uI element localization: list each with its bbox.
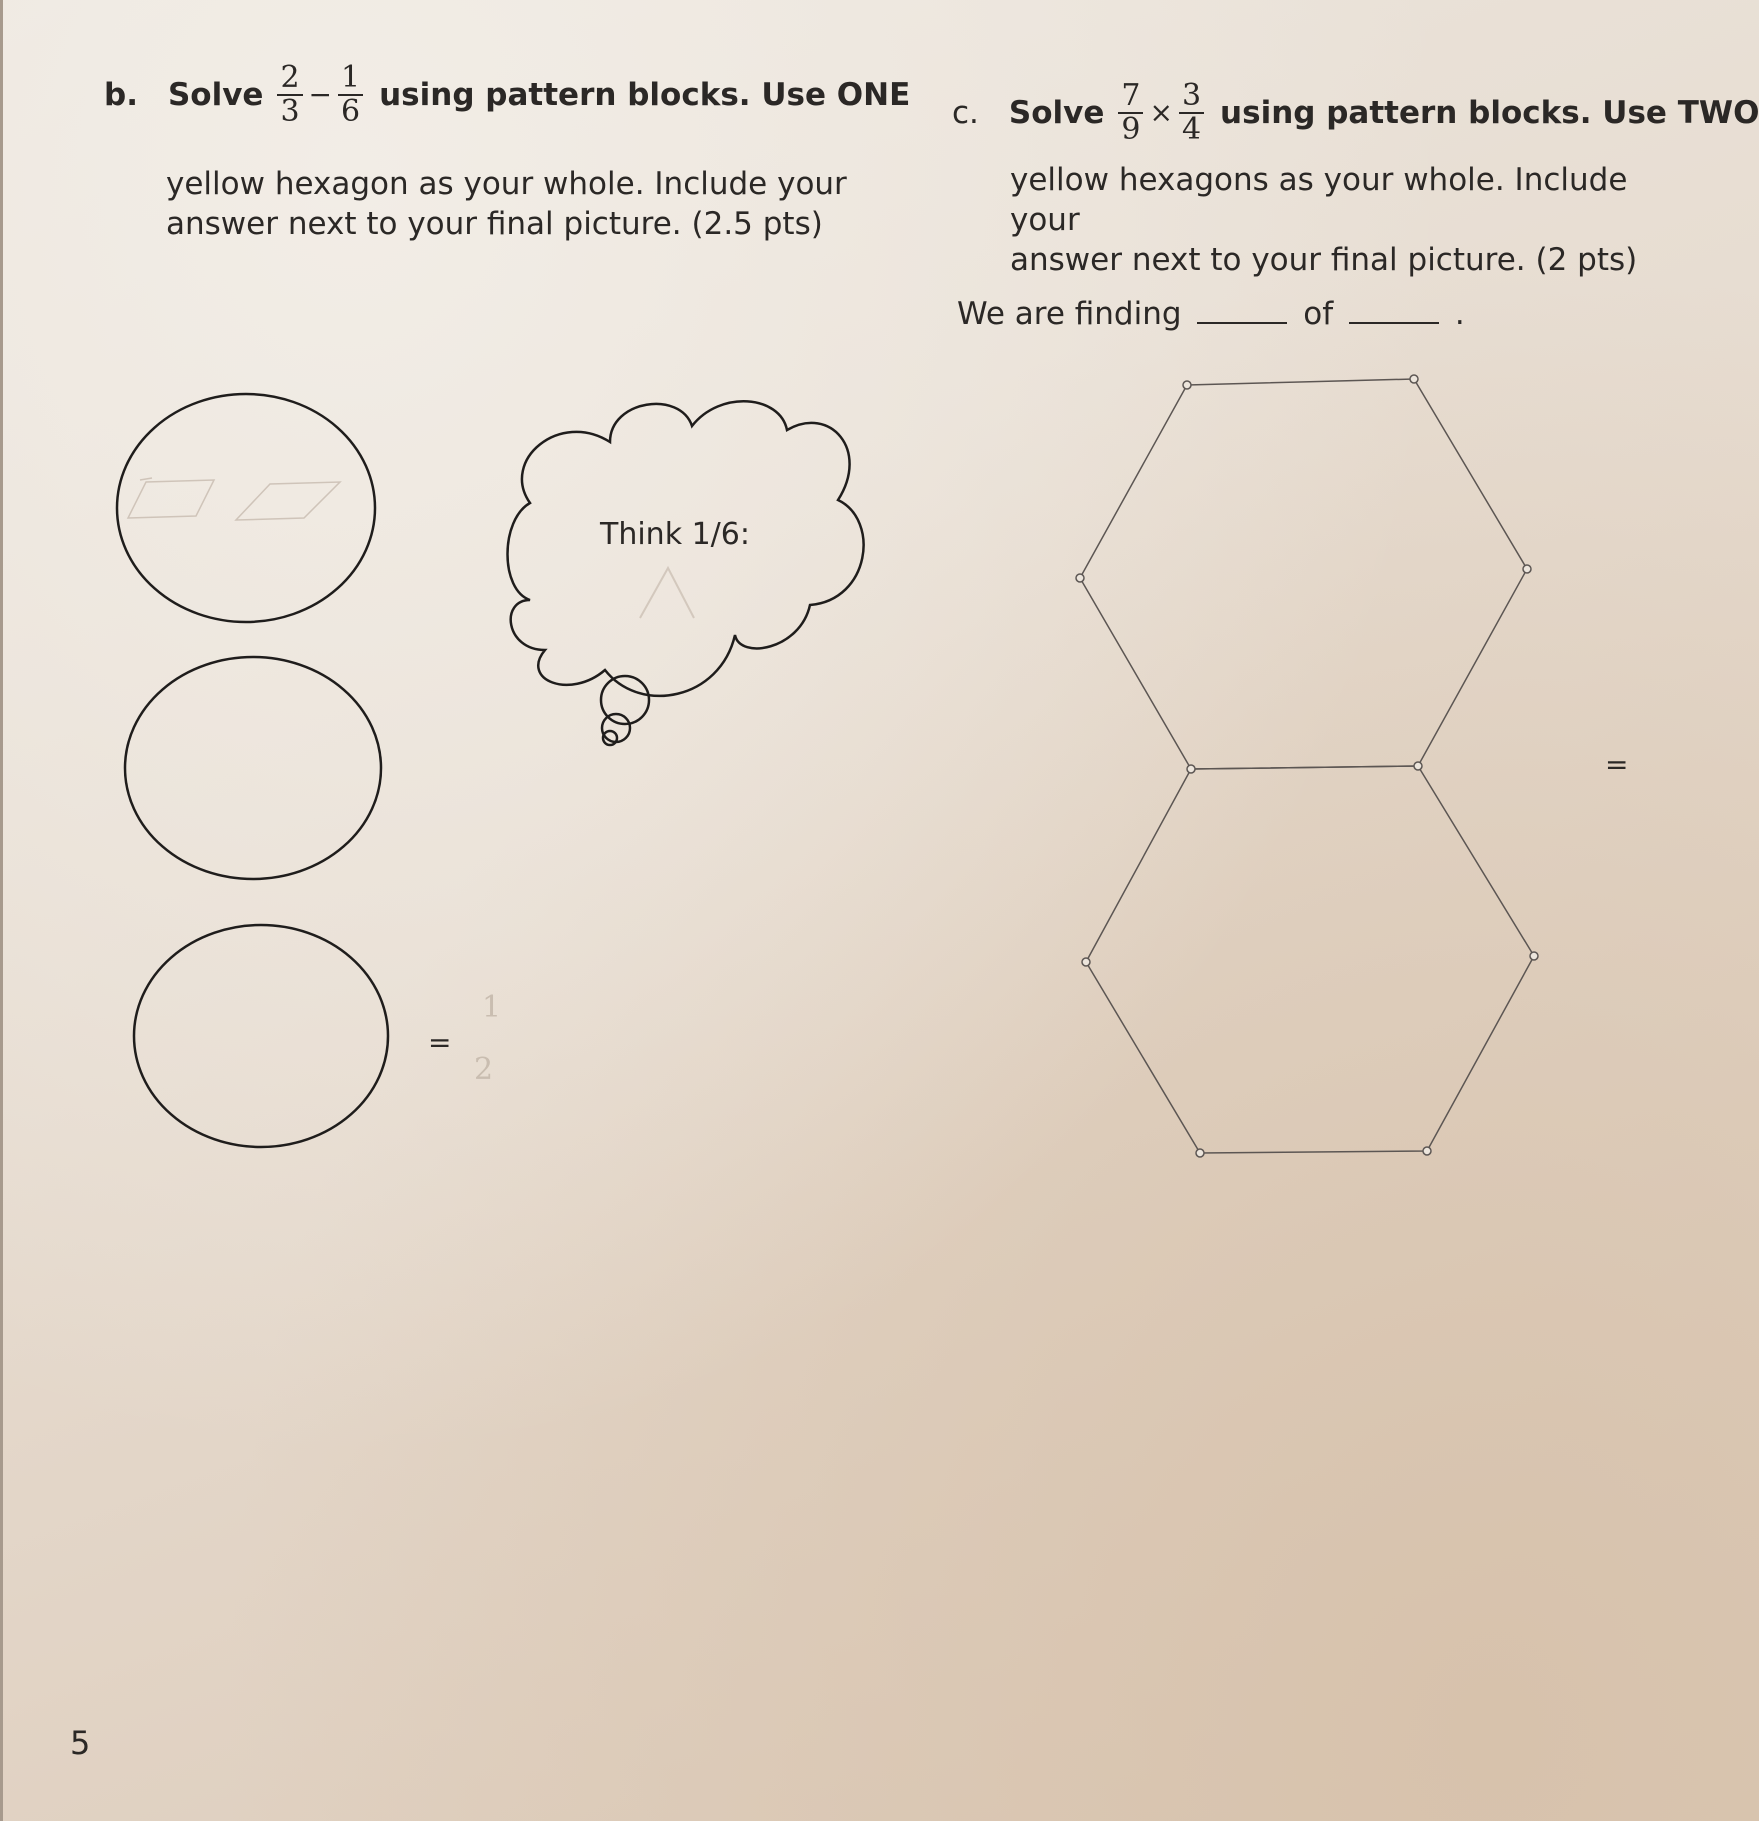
fraction-denominator: 4	[1181, 111, 1202, 147]
question-c-letter: c.	[952, 94, 979, 131]
pencil-answer-denominator: 2	[474, 1052, 494, 1087]
thought-bubble-text: Think 1/6:	[600, 517, 750, 552]
question-c-line-2: yellow hexagons as your whole. Include your	[1010, 162, 1628, 238]
question-b-letter: b.	[104, 76, 138, 113]
pencil-answer-numerator: 1	[482, 990, 502, 1025]
fraction-numerator: 7	[1118, 80, 1143, 114]
fraction-numerator: 2	[277, 62, 302, 96]
question-b-solve: Solve	[167, 76, 264, 113]
finding-of: of	[1303, 296, 1334, 332]
fraction-numerator: 3	[1179, 80, 1204, 114]
fraction-numerator: 1	[338, 62, 363, 96]
finding-prefix: We are finding	[957, 296, 1182, 332]
question-b-equals: =	[428, 1026, 452, 1059]
fraction-denominator: 3	[280, 93, 300, 129]
times-operator: ×	[1149, 96, 1173, 129]
page-number: 5	[70, 1724, 91, 1762]
fraction-denominator: 6	[341, 93, 361, 129]
question-c-solve: Solve	[1008, 94, 1105, 131]
question-c-instruction: using pattern blocks. Use TWO	[1220, 94, 1759, 131]
question-c-line-3: answer next to your final picture. (2 pts)	[1010, 242, 1638, 278]
hexagon-vertex-dots	[1076, 375, 1538, 1157]
question-b-instruction: using pattern blocks. Use ONE	[379, 76, 911, 113]
question-b-line-3: answer next to your final picture. (2.5 pts)	[166, 206, 823, 242]
question-b-line-2: yellow hexagon as your whole. Include your	[166, 166, 847, 202]
minus-operator: −	[308, 78, 333, 111]
finding-end: .	[1454, 296, 1465, 332]
question-c-equals: =	[1605, 748, 1629, 781]
fraction-denominator: 9	[1121, 111, 1141, 147]
hexagon-bottom[interactable]	[1086, 766, 1534, 1153]
hexagon-top[interactable]	[1080, 379, 1527, 769]
